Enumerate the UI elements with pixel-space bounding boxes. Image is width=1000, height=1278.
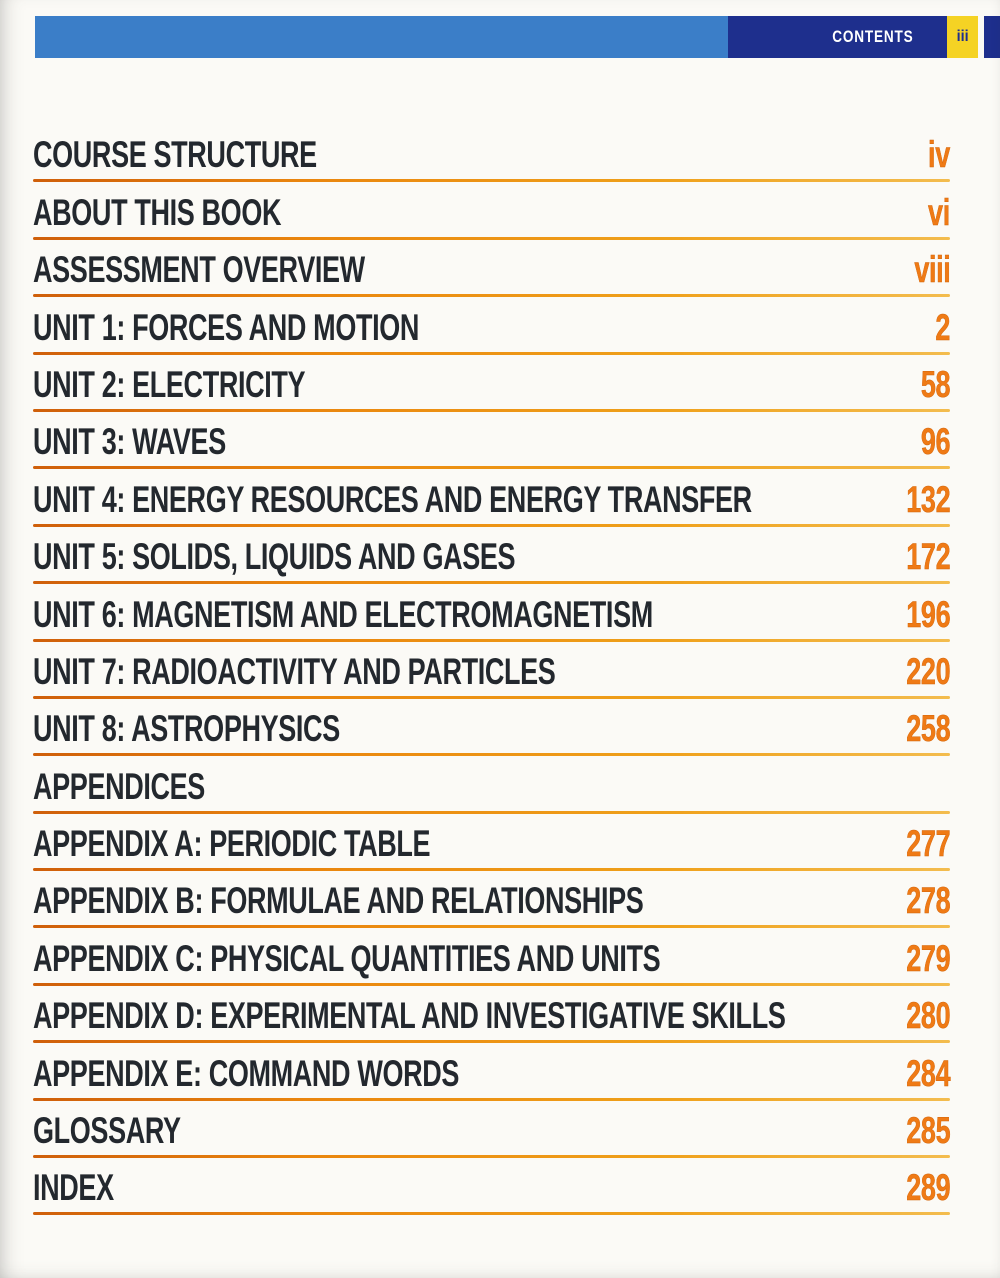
toc-entry-page: 279 (906, 937, 950, 979)
toc-entry-page: 2 (935, 306, 950, 348)
divider (33, 1212, 950, 1215)
toc-entry-title: ASSESSMENT OVERVIEW (33, 249, 365, 291)
toc-entry-title: GLOSSARY (33, 1110, 181, 1152)
toc-entry-page: 172 (906, 536, 950, 578)
page-number-tab (947, 16, 978, 58)
header-bar-navy (728, 16, 947, 58)
toc-entry (33, 182, 950, 239)
toc-entry-page: 96 (920, 421, 950, 463)
toc-entry (33, 928, 950, 985)
toc-entry-page: 285 (906, 1110, 950, 1152)
toc-entry (33, 1043, 950, 1100)
toc-entry-page: viii (913, 249, 950, 291)
toc-entry-page: 258 (906, 708, 950, 750)
toc-entry-title: APPENDIX D: EXPERIMENTAL AND INVESTIGATIVE SKILLS (33, 995, 786, 1037)
toc-entry (33, 814, 950, 871)
toc-entry-page: 58 (920, 363, 950, 405)
toc-entry-page: 280 (906, 995, 950, 1037)
toc-entry (33, 527, 950, 584)
toc-entry (33, 1101, 950, 1158)
toc-entry-title: UNIT 8: ASTROPHYSICS (33, 708, 340, 750)
toc-entry-page: 278 (906, 880, 950, 922)
toc-entry-title: APPENDIX C: PHYSICAL QUANTITIES AND UNITS (33, 937, 661, 979)
toc-entry-page: 284 (906, 1052, 950, 1094)
toc-entry-title: UNIT 3: WAVES (33, 421, 226, 463)
toc-entry (33, 584, 950, 641)
toc-entry-title: UNIT 2: ELECTRICITY (33, 363, 306, 405)
toc-entry (33, 1158, 950, 1215)
toc-entry (33, 412, 950, 469)
toc-entry-page: 220 (906, 650, 950, 692)
header-title: CONTENTS (831, 27, 913, 46)
toc-entry-title: APPENDIX E: COMMAND WORDS (33, 1052, 460, 1094)
toc-entry-title: APPENDIX B: FORMULAE AND RELATIONSHIPS (33, 880, 644, 922)
toc-entry-title: APPENDICES (33, 765, 205, 807)
toc-entry (33, 240, 950, 297)
toc-entry-page: vi (928, 191, 950, 233)
toc-entry-title: APPENDIX A: PERIODIC TABLE (33, 823, 431, 865)
toc-entry-page: iv (928, 134, 950, 176)
toc-entry-title: UNIT 5: SOLIDS, LIQUIDS AND GASES (33, 536, 516, 578)
toc-entry-title: UNIT 6: MAGNETISM AND ELECTROMAGNETISM (33, 593, 653, 635)
toc-entry (33, 986, 950, 1043)
toc-entry-title: COURSE STRUCTURE (33, 134, 317, 176)
toc-entry-title: UNIT 1: FORCES AND MOTION (33, 306, 420, 348)
toc-entry-page: 289 (906, 1167, 950, 1209)
toc-entry (33, 469, 950, 526)
toc-entry (33, 125, 950, 182)
toc-entry (33, 297, 950, 354)
toc-entry-page: 132 (906, 478, 950, 520)
toc-entry-title: INDEX (33, 1167, 114, 1209)
toc-entry (33, 642, 950, 699)
toc-entry-title: UNIT 7: RADIOACTIVITY AND PARTICLES (33, 650, 556, 692)
toc-entry-title: ABOUT THIS BOOK (33, 191, 282, 233)
header-page-number: iii (956, 28, 969, 45)
table-of-contents (33, 125, 950, 1215)
toc-entry-title: UNIT 4: ENERGY RESOURCES AND ENERGY TRANSFER (33, 478, 752, 520)
header-bar-edge (984, 16, 1000, 58)
toc-entry (33, 699, 950, 756)
toc-entry-page: 277 (906, 823, 950, 865)
toc-entry-page: 196 (906, 593, 950, 635)
header-bar-light-blue (35, 16, 728, 58)
toc-entry (33, 756, 950, 813)
toc-entry (33, 355, 950, 412)
toc-entry (33, 871, 950, 928)
